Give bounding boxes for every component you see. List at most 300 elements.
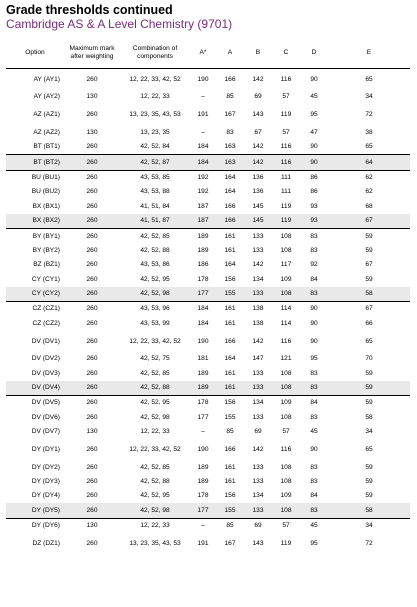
cell-grade-a-star: 177 [190,287,216,302]
cell-grade-a-star: 184 [190,302,216,317]
cell-grade-c: 117 [280,261,292,269]
cell-grade-d: 93 [310,202,318,210]
cell-grade-c: 57 [282,93,290,101]
cell-grade-b: 133 [252,463,264,471]
cell-components: 13, 23, 35, 43, 53 [129,111,181,119]
table-row [6,185,410,199]
cell-grade-b: 69 [254,428,262,436]
cell-grade-b: 142 [252,261,264,269]
cell-grade-e: 72 [365,539,373,547]
cell-grade-b: 133 [244,381,272,396]
table-row [6,489,410,503]
cell-max-mark: 260 [86,463,98,471]
cell-components: 42, 52, 98 [140,413,170,421]
cell-grade-b: 69 [254,93,262,101]
cell-grade-e: 72 [365,111,373,119]
cell-grade-b: 143 [252,539,264,547]
cell-grade-a-star: – [190,518,216,533]
cell-grade-c: 116 [280,75,292,83]
cell-components: 12, 22, 33, 42, 52 [129,337,181,345]
cell-components: 12, 22, 33 [140,428,170,436]
cell-components: 43, 53, 96 [120,302,190,317]
cell-option: DV (DV1) [31,337,60,345]
cell-grade-a-star: 189 [190,381,216,396]
table-header [6,38,410,69]
cell-grade-a-star: – [201,128,205,136]
table-row [6,425,410,439]
cell-grade-c: 109 [272,396,300,411]
cell-grade-c: 119 [280,111,292,119]
cell-grade-a: 161 [224,319,236,327]
cell-grade-a: 161 [224,477,236,485]
cell-grade-a: 166 [224,445,236,453]
cell-grade-d: 83 [310,369,318,377]
cell-grade-e: 66 [365,319,373,327]
cell-grade-e: 68 [365,202,373,210]
table-row [6,381,410,396]
cell-grade-a: 164 [216,170,244,185]
cell-components: 13, 23, 35 [140,128,170,136]
page-subtitle: Cambridge AS & A Level Chemistry (9701) [6,17,233,31]
cell-option: BT (BT2) [6,155,64,170]
cell-grade-c: 108 [272,381,300,396]
header-row [6,38,410,69]
cell-grade-a: 85 [216,518,244,533]
cell-grade-e: 34 [365,428,373,436]
grade-threshold-table-container [6,38,410,554]
cell-max-mark: 130 [64,518,120,533]
cell-option: DY (DY4) [31,492,60,500]
cell-max-mark: 260 [86,477,98,485]
cell-option: CY (CY2) [6,287,64,302]
cell-grade-c: 114 [272,302,300,317]
cell-grade-d: 95 [310,539,318,547]
table-row [6,331,410,352]
cell-components: 12, 22, 33, 42, 52 [129,75,181,83]
table-row [6,533,410,554]
cell-option: CZ (CZ2) [32,319,60,327]
cell-grade-d: 84 [310,492,318,500]
cell-grade-e: 64 [328,155,410,170]
cell-grade-c: 108 [280,463,292,471]
cell-components: 42, 52, 98 [120,503,190,518]
cell-grade-c: 111 [272,170,300,185]
cell-grade-a: 83 [226,128,234,136]
table-row [6,258,410,272]
cell-grade-a: 167 [224,539,236,547]
cell-option: DZ (DZ1) [32,539,60,547]
cell-components: 42, 52, 84 [140,143,170,151]
cell-grade-b: 142 [252,337,264,345]
cell-option: AZ (AZ2) [33,128,60,136]
cell-max-mark: 260 [86,355,98,363]
cell-grade-d: 86 [310,188,318,196]
cell-grade-c: 116 [272,155,300,170]
cell-max-mark: 130 [86,428,98,436]
cell-components: 12, 22, 33 [140,93,170,101]
cell-max-mark: 260 [64,155,120,170]
cell-grade-a-star: 187 [190,214,216,229]
cell-grade-a-star: 192 [190,170,216,185]
cell-grade-a: 161 [224,369,236,377]
cell-option: DY (DY6) [6,518,64,533]
table-row [6,302,410,317]
cell-max-mark: 260 [64,214,120,229]
table-row [6,518,410,533]
table-row [6,90,410,104]
table-row [6,272,410,286]
cell-grade-a-star: – [201,428,205,436]
cell-grade-c: 57 [282,428,290,436]
cell-grade-e: 70 [365,355,373,363]
cell-grade-a: 156 [216,396,244,411]
cell-max-mark: 260 [86,188,98,196]
cell-grade-e: 65 [365,337,373,345]
header-grade-b: B [244,38,272,69]
cell-grade-a: 156 [224,492,236,500]
cell-option: DV (DV2) [31,355,60,363]
cell-grade-d: 83 [300,287,328,302]
cell-components: 42, 52, 95 [120,396,190,411]
cell-grade-b: 133 [252,477,264,485]
cell-grade-c: 57 [272,518,300,533]
header-grade-d: D [300,38,328,69]
cell-option: CZ (CZ1) [6,302,64,317]
cell-grade-e: 34 [328,518,410,533]
cell-grade-b: 145 [252,202,264,210]
cell-max-mark: 260 [86,319,98,327]
cell-option: DV (DV3) [31,369,60,377]
cell-grade-b: 133 [252,413,264,421]
table-row [6,287,410,302]
cell-grade-d: 45 [300,518,328,533]
cell-grade-a-star: 189 [197,477,209,485]
cell-grade-d: 90 [310,75,318,83]
grade-threshold-table [6,38,410,554]
cell-grade-c: 108 [272,503,300,518]
cell-max-mark: 260 [64,170,120,185]
cell-grade-a-star: 178 [197,275,209,283]
table-row [6,503,410,518]
cell-grade-d: 90 [300,302,328,317]
cell-grade-a-star: – [201,93,205,101]
cell-grade-b: 134 [244,396,272,411]
cell-grade-a-star: 184 [197,143,209,151]
header-max-mark: Maximum mark after weighting [64,38,120,69]
cell-grade-a: 161 [216,229,244,244]
cell-grade-a-star: 184 [190,155,216,170]
cell-max-mark: 260 [86,337,98,345]
cell-grade-b: 147 [252,355,264,363]
cell-grade-e: 65 [365,143,373,151]
cell-option: DY (DY3) [31,477,60,485]
table-row [6,366,410,380]
header-grade-e: E [328,38,410,69]
table-row [6,410,410,424]
cell-grade-b: 142 [252,75,264,83]
cell-grade-a-star: 189 [197,463,209,471]
cell-grade-a: 161 [216,302,244,317]
table-row [6,140,410,155]
cell-option: DV (DV6) [31,413,60,421]
cell-max-mark: 260 [86,275,98,283]
cell-max-mark: 260 [64,229,120,244]
cell-grade-a: 164 [224,355,236,363]
header-components: Combination of components [120,38,190,69]
cell-grade-d: 83 [310,477,318,485]
cell-option: DV (DV7) [31,428,60,436]
cell-grade-a: 166 [224,337,236,345]
cell-grade-a: 166 [224,75,236,83]
cell-grade-e: 59 [365,477,373,485]
cell-grade-d: 90 [300,155,328,170]
cell-grade-a-star: 191 [197,111,209,119]
cell-grade-b: 145 [244,214,272,229]
cell-components: 42, 52, 85 [140,463,170,471]
cell-grade-a: 85 [226,428,234,436]
cell-components: 42, 52, 88 [120,381,190,396]
cell-grade-d: 92 [310,261,318,269]
cell-grade-e: 59 [365,492,373,500]
cell-max-mark: 260 [86,75,98,83]
cell-grade-c: 109 [280,492,292,500]
cell-grade-e: 59 [365,246,373,254]
table-row [6,352,410,366]
cell-grade-c: 108 [272,287,300,302]
cell-components: 42, 52, 75 [140,355,170,363]
cell-option: DY (DY1) [31,445,60,453]
cell-grade-a-star: 190 [197,445,209,453]
cell-grade-e: 62 [328,170,410,185]
cell-grade-d: 95 [310,355,318,363]
cell-grade-d: 83 [300,381,328,396]
table-row [6,104,410,125]
cell-grade-d: 90 [310,319,318,327]
cell-grade-b: 133 [244,287,272,302]
cell-grade-d: 47 [310,128,318,136]
cell-option: CY (CY1) [31,275,60,283]
cell-max-mark: 260 [86,261,98,269]
cell-grade-a-star: 187 [197,202,209,210]
cell-option: DV (DV5) [6,396,64,411]
cell-max-mark: 260 [86,492,98,500]
cell-grade-a: 161 [224,463,236,471]
cell-grade-d: 83 [310,463,318,471]
cell-max-mark: 260 [86,413,98,421]
cell-grade-c: 116 [280,337,292,345]
cell-components: 12, 22, 33 [120,518,190,533]
cell-max-mark: 260 [86,539,98,547]
cell-components: 41, 51, 84 [140,202,170,210]
cell-option: BZ (BZ1) [33,261,60,269]
table-row [6,229,410,244]
cell-grade-a-star: 189 [197,369,209,377]
cell-components: 43, 53, 88 [140,188,170,196]
cell-grade-e: 59 [365,275,373,283]
cell-grade-d: 90 [310,337,318,345]
cell-grade-e: 58 [328,287,410,302]
cell-option: DY (DY2) [31,463,60,471]
cell-option: AY (AY1) [33,75,60,83]
cell-grade-a-star: 177 [197,413,209,421]
cell-components: 42, 52, 95 [140,492,170,500]
cell-max-mark: 260 [64,396,120,411]
cell-grade-d: 93 [300,214,328,229]
cell-grade-e: 34 [365,93,373,101]
cell-option: BU (BU1) [6,170,64,185]
cell-grade-d: 86 [300,170,328,185]
cell-grade-c: 116 [280,445,292,453]
cell-grade-a: 161 [224,246,236,254]
cell-grade-d: 95 [310,111,318,119]
cell-grade-b: 142 [252,445,264,453]
cell-grade-c: 109 [280,275,292,283]
cell-grade-b: 138 [252,319,264,327]
cell-components: 43, 53, 99 [140,319,170,327]
cell-grade-b: 142 [244,155,272,170]
cell-grade-a: 155 [216,287,244,302]
cell-grade-a-star: 190 [197,75,209,83]
cell-max-mark: 260 [86,445,98,453]
cell-grade-c: 116 [280,143,292,151]
table-row [6,244,410,258]
cell-grade-a-star: 191 [197,539,209,547]
cell-max-mark: 260 [64,503,120,518]
cell-grade-e: 67 [328,214,410,229]
cell-grade-e: 59 [365,369,373,377]
table-row [6,214,410,229]
cell-grade-b: 133 [244,503,272,518]
header-grade-a-star: A* [190,38,216,69]
cell-grade-b: 69 [244,518,272,533]
cell-grade-a: 166 [224,202,236,210]
cell-grade-b: 133 [252,246,264,254]
cell-max-mark: 260 [86,202,98,210]
cell-grade-e: 65 [365,445,373,453]
cell-grade-e: 59 [328,396,410,411]
table-row [6,396,410,411]
cell-grade-d: 83 [310,413,318,421]
cell-option: AY (AY2) [33,93,60,101]
table-row [6,475,410,489]
cell-grade-a: 156 [224,275,236,283]
cell-grade-c: 108 [280,246,292,254]
cell-max-mark: 260 [86,246,98,254]
cell-grade-a: 167 [224,111,236,119]
cell-grade-d: 90 [310,445,318,453]
table-row [6,170,410,185]
cell-grade-e: 67 [328,302,410,317]
cell-max-mark: 260 [86,369,98,377]
table-row [6,439,410,460]
cell-grade-b: 67 [254,128,262,136]
cell-grade-c: 121 [280,355,292,363]
cell-grade-c: 119 [272,214,300,229]
cell-grade-a-star: 178 [190,396,216,411]
cell-grade-c: 111 [280,188,292,196]
cell-grade-e: 62 [365,188,373,196]
cell-grade-b: 133 [244,229,272,244]
cell-max-mark: 260 [64,287,120,302]
cell-max-mark: 260 [86,111,98,119]
cell-grade-b: 136 [252,188,264,196]
cell-grade-a: 155 [224,413,236,421]
cell-grade-d: 90 [310,143,318,151]
header-option: Option [6,38,64,69]
cell-components: 42, 52, 87 [120,155,190,170]
cell-grade-e: 67 [365,261,373,269]
cell-grade-d: 84 [300,396,328,411]
cell-components: 41, 51, 87 [120,214,190,229]
cell-grade-d: 83 [300,503,328,518]
cell-components: 42, 52, 95 [140,275,170,283]
cell-option: DY (DY5) [6,503,64,518]
cell-grade-b: 133 [252,369,264,377]
cell-grade-e: 58 [365,413,373,421]
cell-components: 13, 23, 35, 43, 53 [129,539,181,547]
cell-grade-d: 45 [310,428,318,436]
cell-max-mark: 260 [64,302,120,317]
table-row [6,125,410,139]
cell-grade-c: 119 [280,202,292,210]
cell-grade-a: 164 [224,261,236,269]
cell-grade-e: 65 [365,75,373,83]
cell-grade-c: 108 [280,413,292,421]
cell-option: BY (BY2) [32,246,60,254]
cell-grade-b: 136 [244,170,272,185]
table-row [6,69,410,91]
cell-components: 12, 22, 33, 42, 52 [129,445,181,453]
cell-grade-e: 58 [328,503,410,518]
cell-grade-b: 134 [252,275,264,283]
cell-grade-a-star: 192 [197,188,209,196]
table-row [6,199,410,213]
cell-grade-c: 114 [280,319,292,327]
page-title: Grade thresholds continued [6,3,173,17]
cell-grade-c: 108 [280,477,292,485]
cell-grade-e: 38 [365,128,373,136]
cell-grade-c: 108 [272,229,300,244]
cell-components: 42, 52, 88 [140,246,170,254]
cell-grade-b: 142 [252,143,264,151]
table-body [6,69,410,555]
cell-max-mark: 260 [86,143,98,151]
cell-grade-a: 163 [224,143,236,151]
cell-grade-c: 119 [280,539,292,547]
cell-grade-a-star: 181 [197,355,209,363]
cell-option: BY (BY1) [6,229,64,244]
cell-grade-a: 85 [226,93,234,101]
cell-grade-b: 143 [252,111,264,119]
cell-grade-a: 164 [224,188,236,196]
cell-components: 42, 52, 85 [120,229,190,244]
cell-components: 43, 53, 85 [120,170,190,185]
cell-grade-a: 161 [216,381,244,396]
cell-grade-a-star: 190 [197,337,209,345]
cell-grade-a-star: 177 [190,503,216,518]
table-row [6,460,410,474]
cell-grade-e: 59 [328,381,410,396]
cell-grade-a: 163 [216,155,244,170]
header-grade-c: C [272,38,300,69]
cell-max-mark: 130 [86,93,98,101]
cell-grade-e: 59 [328,229,410,244]
cell-option: DV (DV4) [6,381,64,396]
cell-grade-a-star: 189 [197,246,209,254]
cell-option: AZ (AZ1) [33,111,60,119]
cell-grade-b: 134 [252,492,264,500]
cell-grade-d: 45 [310,93,318,101]
